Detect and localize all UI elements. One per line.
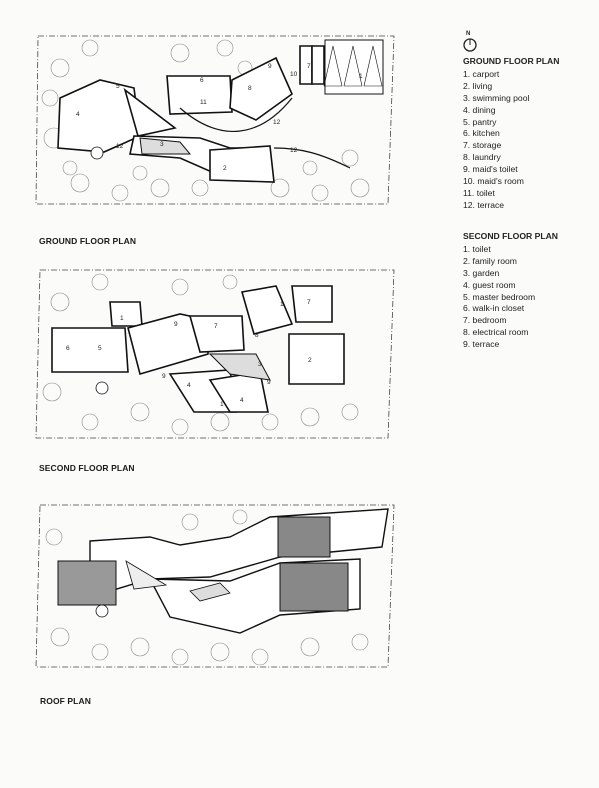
ground-floor-legend — [463, 56, 559, 212]
ground-floor-plan — [30, 28, 400, 246]
legend-item: 9. terrace — [463, 339, 500, 350]
legend-item: 12. terrace — [463, 199, 505, 210]
room-label: 1 — [280, 301, 284, 308]
room-label: 1 — [120, 315, 124, 322]
legend-item: 6. walk-in closet — [463, 303, 525, 314]
room-label: 1 — [359, 73, 363, 80]
legend-item: 8. electrical room — [463, 327, 529, 338]
legend-item: 6. kitchen — [463, 128, 500, 139]
legend-item: 8. laundry — [463, 152, 501, 163]
legend-heading: GROUND FLOOR PLAN — [463, 56, 560, 66]
second-floor-title: SECOND FLOOR PLAN — [39, 463, 135, 473]
room-label: 9 — [267, 379, 271, 386]
room-label: 3 — [160, 141, 164, 148]
room-label: 11 — [200, 99, 207, 106]
ground-floor-title: GROUND FLOOR PLAN — [39, 236, 137, 246]
roof-plan — [30, 497, 400, 706]
legend-item: 1. toilet — [463, 243, 491, 254]
room-label: 12 — [116, 143, 124, 150]
north-arrow-icon — [461, 31, 479, 53]
room-label: 12 — [290, 147, 298, 154]
legend-item: 11. toilet — [463, 187, 495, 198]
legend-item: 7. bedroom — [463, 315, 507, 326]
legend-item: 1. carport — [463, 68, 500, 79]
legend-item: 5. master bedroom — [463, 291, 536, 302]
legend-heading: SECOND FLOOR PLAN — [463, 231, 559, 241]
second-floor-legend — [463, 231, 558, 351]
second-floor-plan — [30, 262, 400, 473]
legend-item: 5. pantry — [463, 116, 497, 127]
room-label: 7 — [307, 63, 311, 70]
roof-plan-title: ROOF PLAN — [40, 696, 91, 706]
room-label: 8 — [248, 85, 252, 92]
legend-item: 3. swimming pool — [463, 92, 530, 103]
room-label: 6 — [200, 77, 204, 84]
legend-item: 4. dining — [463, 104, 496, 115]
room-label: 2 — [223, 165, 227, 172]
ground-floor-drawing — [30, 28, 400, 213]
room-label: 8 — [255, 332, 259, 339]
north-label: N — [466, 31, 471, 37]
room-label: 7 — [214, 323, 218, 330]
second-floor-drawing — [30, 262, 400, 447]
room-label: 7 — [307, 299, 311, 306]
legend-item: 9. maid's toilet — [463, 164, 518, 175]
roof-plan-drawing — [30, 497, 400, 677]
room-label: 4 — [187, 382, 191, 389]
room-label: 1 — [220, 401, 224, 408]
room-label: 10 — [290, 71, 298, 78]
legend-item: 2. living — [463, 80, 493, 91]
room-label: 9 — [162, 373, 166, 380]
room-label: 9 — [268, 63, 272, 70]
room-label: 6 — [66, 345, 70, 352]
room-label: 5 — [98, 345, 102, 352]
room-label: 3 — [258, 361, 262, 368]
room-label: 12 — [273, 119, 281, 126]
legend-item: 4. guest room — [463, 279, 516, 290]
legend-item: 2. family room — [463, 255, 517, 266]
room-label: 4 — [76, 111, 80, 118]
room-label: 5 — [116, 83, 120, 90]
room-label: 4 — [240, 397, 244, 404]
legend-item: 3. garden — [463, 267, 500, 278]
room-label: 2 — [308, 357, 312, 364]
legend-item: 10. maid's room — [463, 176, 524, 187]
room-label: 9 — [174, 321, 178, 328]
legend-item: 7. storage — [463, 140, 502, 151]
